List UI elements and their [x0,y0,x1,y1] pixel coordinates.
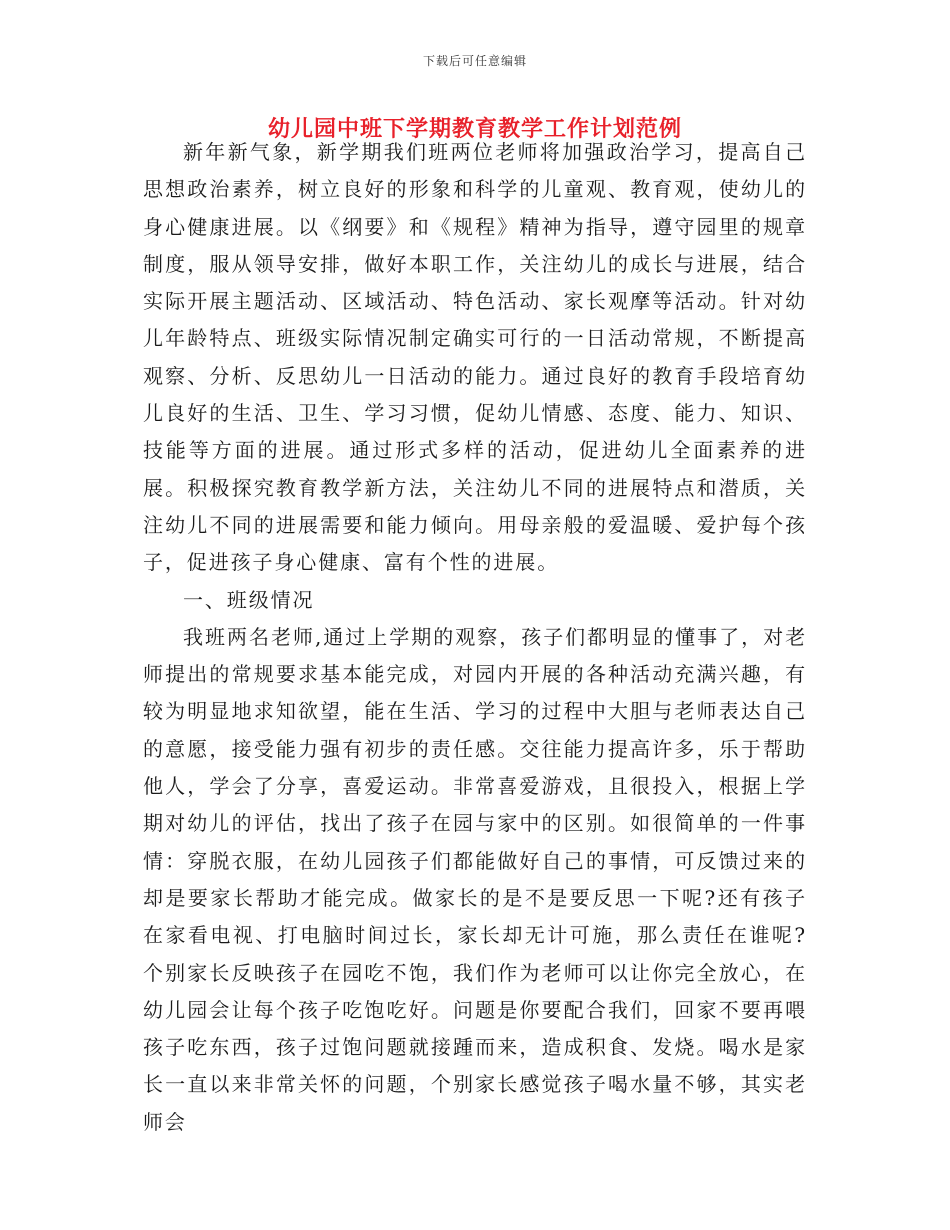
paragraph-class-situation: 我班两名老师,通过上学期的观察，孩子们都明显的懂事了，对老师提出的常规要求基本能完成，对园内开展的各种活动充满兴趣，有较为明显地求知欲望，能在生活、学习的过程中大胆与老师表达自己的意愿，接受能力强有初步的责任感。交往能力提高许多，乐于帮助他人，学会了分享，喜爱运动。非常喜爱游戏，且很投入，根据上学期对幼儿的评估，找出了孩子在园与家中的区别。如很简单的一件事情：穿脱衣服，在幼儿园孩子们都能做好自己的事情，可反馈过来的却是要家长帮助才能完成。做家长的是不是要反思一下呢?还有孩子在家看电视、打电脑时间过长，家长却无计可施，那么责任在谁呢?个别家长反映孩子在园吃不饱，我们作为老师可以让你完全放心，在幼儿园会让每个孩子吃饱吃好。问题是你要配合我们，回家不要再喂孩子吃东西，孩子过饱问题就接踵而来，造成积食、发烧。喝水是家长一直以来非常关怀的问题，个别家长感觉孩子喝水量不够，其实老师会 [143,624,807,1134]
section-heading-class-situation: 一、班级情况 [183,587,315,612]
document-body [143,134,807,1141]
paragraph-intro: 新年新气象，新学期我们班两位老师将加强政治学习，提高自己思想政治素养，树立良好的形象和科学的儿童观、教育观，使幼儿的身心健康进展。以《纲要》和《规程》精神为指导，遵守园里的规章制度，服从领导安排，做好本职工作，关注幼儿的成长与进展，结合实际开展主题活动、区域活动、特色活动、家长观摩等活动。针对幼儿年龄特点、班级实际情况制定确实可行的一日活动常规，不断提高观察、分析、反思幼儿一日活动的能力。通过良好的教育手段培育幼儿良好的生活、卫生、学习习惯，促幼儿情感、态度、能力、知识、技能等方面的进展。通过形式多样的活动，促进幼儿全面素养的进展。积极探究教育教学新方法，关注幼儿不同的进展特点和潜质，关注幼儿不同的进展需要和能力倾向。用母亲般的爱温暖、爱护每个孩子，促进孩子身心健康、富有个性的进展。 [143,140,807,575]
document-title: 幼儿园中班下学期教育教学工作计划范例 [267,116,682,142]
page-header-note: 下载后可任意编辑 [422,54,527,68]
